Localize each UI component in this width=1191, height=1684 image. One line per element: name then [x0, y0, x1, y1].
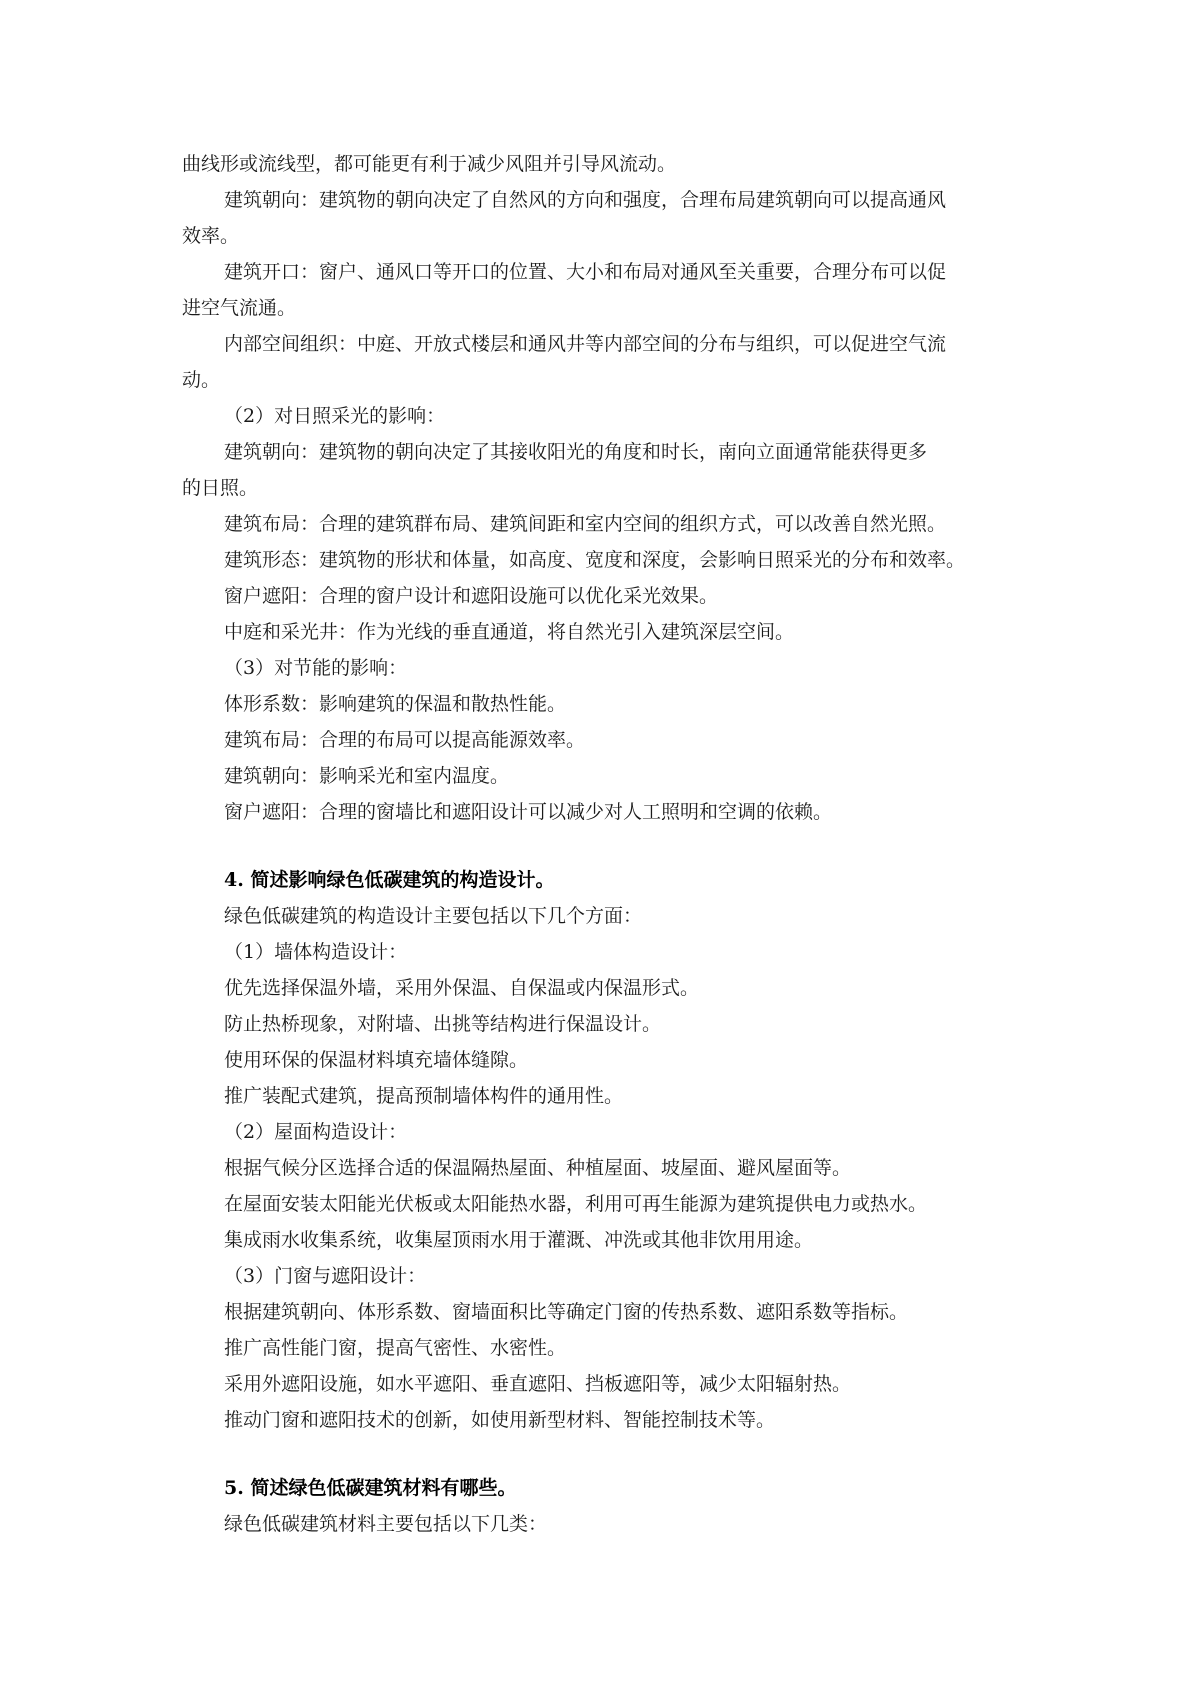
paragraph-line: 优先选择保温外墙，采用外保温、自保温或内保温形式。 — [224, 977, 700, 999]
paragraph-line: 窗户遮阳：合理的窗墙比和遮阳设计可以减少对人工照明和空调的依赖。 — [224, 801, 833, 823]
paragraph-line: 绿色低碳建筑的构造设计主要包括以下几个方面： — [224, 905, 643, 927]
paragraph-line: 绿色低碳建筑材料主要包括以下几类： — [224, 1513, 548, 1535]
question-heading: 4. 简述影响绿色低碳建筑的构造设计。 — [224, 869, 555, 891]
section-spacer — [182, 830, 1022, 862]
section-spacer — [182, 1438, 1022, 1470]
paragraph-line: 建筑布局：合理的布局可以提高能源效率。 — [224, 729, 586, 751]
paragraph-line: 建筑朝向：建筑物的朝向决定了其接收阳光的角度和时长，南向立面通常能获得更多 — [224, 441, 928, 463]
paragraph-line: 建筑朝向：建筑物的朝向决定了自然风的方向和强度，合理布局建筑朝向可以提高通风 — [224, 189, 947, 211]
subsection-heading: （2）屋面构造设计： — [224, 1121, 408, 1143]
paragraph-line: 建筑朝向：影响采光和室内温度。 — [224, 765, 510, 787]
paragraph-line: 体形系数：影响建筑的保温和散热性能。 — [224, 693, 567, 715]
paragraph-line: 中庭和采光井：作为光线的垂直通道，将自然光引入建筑深层空间。 — [224, 621, 795, 643]
paragraph-line: 建筑布局：合理的建筑群布局、建筑间距和室内空间的组织方式，可以改善自然光照。 — [224, 513, 947, 535]
paragraph-line: 动。 — [182, 369, 221, 391]
paragraph-line: 根据气候分区选择合适的保温隔热屋面、种植屋面、坡屋面、避风屋面等。 — [224, 1157, 852, 1179]
paragraph-line: 推动门窗和遮阳技术的创新，如使用新型材料、智能控制技术等。 — [224, 1409, 776, 1431]
paragraph-line: 根据建筑朝向、体形系数、窗墙面积比等确定门窗的传热系数、遮阳系数等指标。 — [224, 1301, 909, 1323]
paragraph-line: 使用环保的保温材料填充墙体缝隙。 — [224, 1049, 529, 1071]
paragraph-line: 在屋面安装太阳能光伏板或太阳能热水器，利用可再生能源为建筑提供电力或热水。 — [224, 1193, 928, 1215]
subsection-heading: （2）对日照采光的影响： — [224, 405, 446, 427]
paragraph-line: 集成雨水收集系统，收集屋顶雨水用于灌溉、冲洗或其他非饮用用途。 — [224, 1229, 814, 1251]
question-heading: 5. 简述绿色低碳建筑材料有哪些。 — [224, 1477, 517, 1499]
subsection-heading: （3）门窗与遮阳设计： — [224, 1265, 427, 1287]
paragraph-line: 进空气流通。 — [182, 297, 297, 319]
paragraph-line: 推广高性能门窗，提高气密性、水密性。 — [224, 1337, 567, 1359]
paragraph-line: 窗户遮阳：合理的窗户设计和遮阳设施可以优化采光效果。 — [224, 585, 719, 607]
paragraph-line: 建筑开口：窗户、通风口等开口的位置、大小和布局对通风至关重要，合理分布可以促 — [224, 261, 947, 283]
paragraph-line: 建筑形态：建筑物的形状和体量，如高度、宽度和深度，会影响日照采光的分布和效率。 — [224, 549, 966, 571]
document-body — [182, 146, 1022, 1542]
paragraph-line: 的日照。 — [182, 477, 259, 499]
paragraph-line: 采用外遮阳设施，如水平遮阳、垂直遮阳、挡板遮阳等，减少太阳辐射热。 — [224, 1373, 852, 1395]
subsection-heading: （3）对节能的影响： — [224, 657, 408, 679]
paragraph-line: 效率。 — [182, 225, 240, 247]
paragraph-line: 曲线形或流线型，都可能更有利于减少风阻并引导风流动。 — [182, 153, 677, 175]
subsection-heading: （1）墙体构造设计： — [224, 941, 408, 963]
paragraph-line: 内部空间组织：中庭、开放式楼层和通风井等内部空间的分布与组织，可以促进空气流 — [224, 333, 947, 355]
paragraph-line: 防止热桥现象，对附墙、出挑等结构进行保温设计。 — [224, 1013, 662, 1035]
paragraph-line: 推广装配式建筑，提高预制墙体构件的通用性。 — [224, 1085, 624, 1107]
